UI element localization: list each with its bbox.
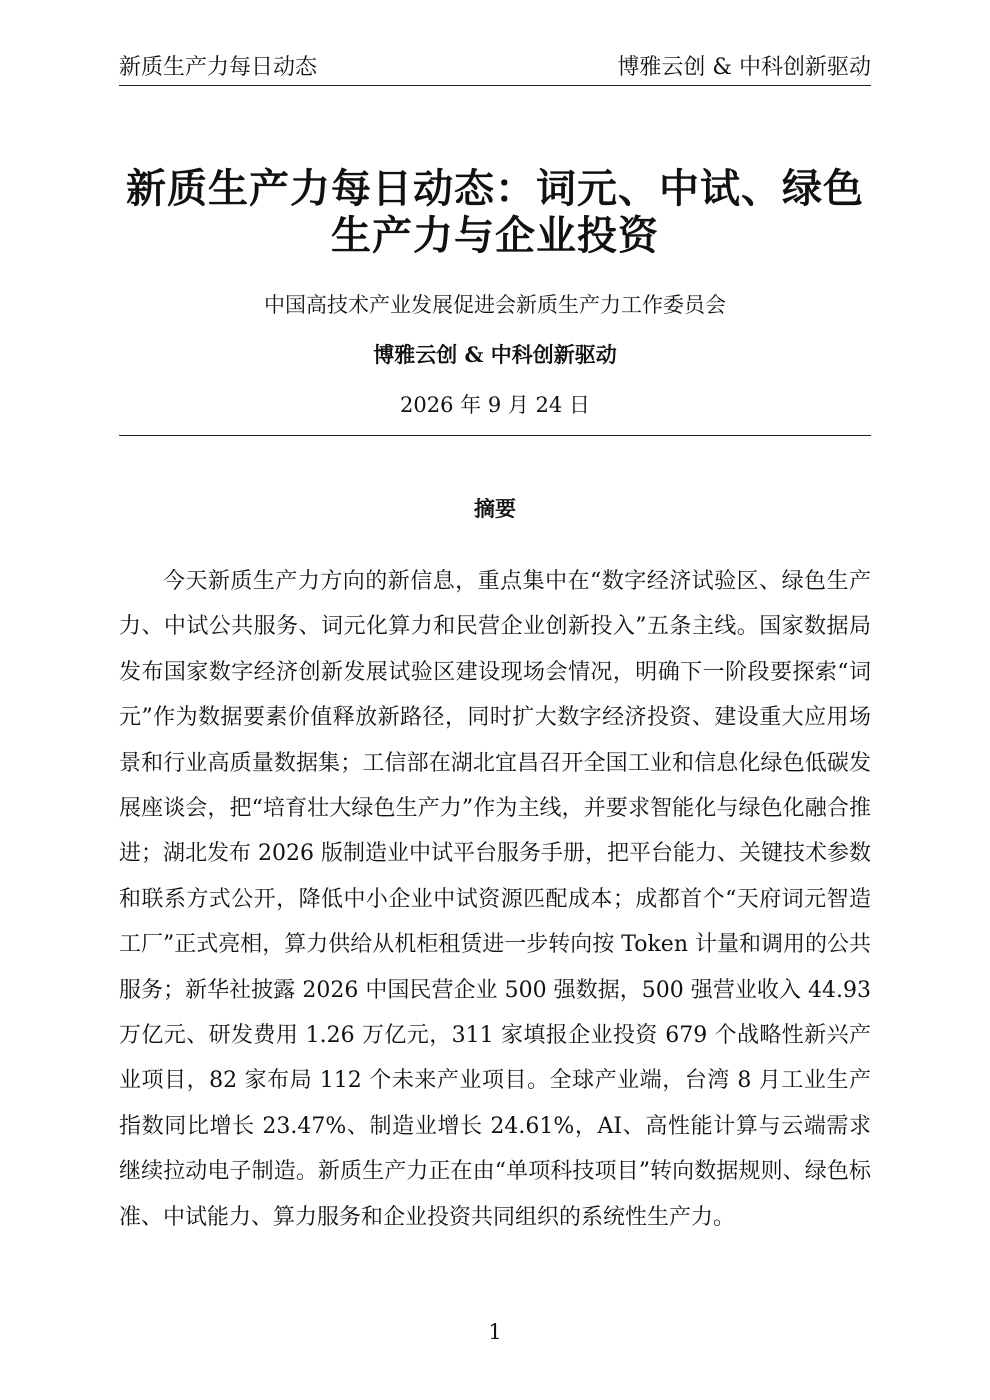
- page-number: 1: [488, 1320, 502, 1344]
- header-left-text: 新质生产力每日动态: [119, 55, 318, 80]
- title-line-2: 生产力与企业投资: [331, 212, 659, 259]
- publication-date: 2026 年 9 月 24 日: [400, 393, 590, 417]
- abstract-body: 今天新质生产力方向的新信息，重点集中在“数字经济试验区、绿色生产力、中试公共服务、词元化算力和民营企业创新投入”五条主线。国家数据局发布国家数字经济创新发展试验区建设现场会情况，明确下一阶段要探索“词元”作为数据要素价值释放新路径，同时扩大数字经济投资、建设重大应用场景和行业高质量数据集；工信部在湖北宜昌召开全国工业和信息化绿色低碳发展座谈会，把“培育壮大绿色生产力”作为主线，并要求智能化与绿色化融合推进；湖北发布 2026 版制造业中试平台服务手册，把平台能力、关键技术参数和联系方式公开，降低中小企业中试资源匹配成本；成都首个“天府词元智造工厂”正式亮相，算力供给从机柜租赁进一步转向按 Token 计量和调用的公共服务；新华社披露 2026 中国民营企业 500 强数据，500 强营业收入 44.93 万亿元、研发费用 1.26 万亿元，311 家填报企业投资 679 个战略性新兴产业项目，82 家布局 112 个未来产业项目。全球产业端，台湾 8 月工业生产指数同比增长 23.47%、制造业增长 24.61%，AI、高性能计算与云端需求继续拉动电子制造。新质生产力正在由“单项科技项目”转向数据规则、绿色标准、中试能力、算力服务和企业投资共同组织的系统性生产力。: [119, 569, 871, 1230]
- title-divider: [119, 435, 871, 436]
- organization: 中国高技术产业发展促进会新质生产力工作委员会: [264, 293, 726, 317]
- title-block: [119, 165, 871, 419]
- running-header: [119, 52, 871, 86]
- title-line-1: 新质生产力每日动态：词元、中试、绿色: [126, 165, 864, 212]
- header-right-text: 博雅云创 & 中科创新驱动: [617, 55, 871, 80]
- authors: 博雅云创 & 中科创新驱动: [373, 342, 617, 367]
- abstract-heading: 摘要: [474, 496, 516, 521]
- document-title: [119, 165, 871, 259]
